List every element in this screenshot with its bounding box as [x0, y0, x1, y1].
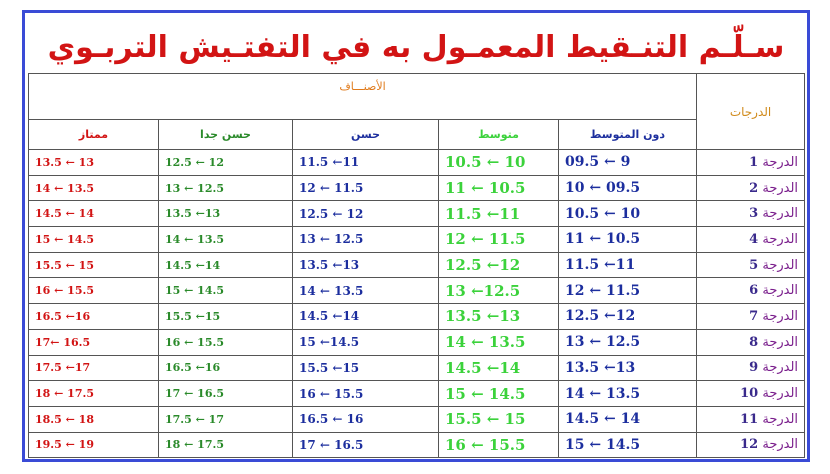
- cell-good: 11.5 ←11: [293, 150, 439, 176]
- cell-average: 14.5 ←14: [439, 355, 559, 381]
- cell-excellent: 15.5 ← 15: [29, 252, 159, 278]
- cell-very-good: 14.5 ←14: [159, 252, 293, 278]
- cell-excellent: 17.5 ←17: [29, 355, 159, 381]
- column-header-excellent: ممتاز: [29, 120, 159, 150]
- grade-label-text: الدرجة: [762, 334, 799, 350]
- grade-label: [697, 329, 805, 355]
- grading-table-body: [29, 74, 805, 458]
- cell-good: 16.5 ← 16: [293, 406, 439, 432]
- cell-below-average: 10 ← 09.5: [559, 175, 697, 201]
- cell-excellent: 16.5 ←16: [29, 304, 159, 330]
- grading-table: [28, 73, 805, 458]
- cell-excellent: 19.5 ← 19: [29, 432, 159, 458]
- cell-very-good: 16.5 ←16: [159, 355, 293, 381]
- cell-average: 16 ← 15.5: [439, 432, 559, 458]
- column-header-average: متوسط: [439, 120, 559, 150]
- cell-good: 14.5 ←14: [293, 304, 439, 330]
- cell-excellent: 16 ← 15.5: [29, 278, 159, 304]
- grade-label-text: الدرجة: [762, 308, 799, 324]
- cell-excellent: 14 ← 13.5: [29, 175, 159, 201]
- grade-label: [697, 304, 805, 330]
- table-row: [29, 329, 805, 355]
- cell-excellent: 15 ← 14.5: [29, 227, 159, 253]
- cell-below-average: 11 ← 10.5: [559, 227, 697, 253]
- cell-very-good: 16 ← 15.5: [159, 329, 293, 355]
- grade-label-text: الدرجة: [762, 206, 799, 222]
- cell-below-average: 15 ← 14.5: [559, 432, 697, 458]
- page-title: سـلّـم التنـقيط المعمـول به في التفتـيش التربـوي: [47, 30, 785, 65]
- grade-label-text: الدرجة: [762, 154, 799, 170]
- table-row: [29, 201, 805, 227]
- grade-label: [697, 227, 805, 253]
- cell-average: 13.5 ←13: [439, 304, 559, 330]
- grade-label-text: الدرجة: [762, 360, 799, 376]
- cell-good: 15 ←14.5: [293, 329, 439, 355]
- cell-below-average: 13 ← 12.5: [559, 329, 697, 355]
- cell-good: 16 ← 15.5: [293, 381, 439, 407]
- grade-label: [697, 432, 805, 458]
- cell-good: 17 ← 16.5: [293, 432, 439, 458]
- grade-number: 3: [749, 206, 759, 222]
- grade-label: [697, 150, 805, 176]
- table-row: [29, 150, 805, 176]
- grade-label-text: الدرجة: [762, 386, 799, 402]
- cell-below-average: 14 ← 13.5: [559, 381, 697, 407]
- cell-average: 13 ←12.5: [439, 278, 559, 304]
- cell-very-good: 13 ← 12.5: [159, 175, 293, 201]
- grade-number: 2: [749, 180, 759, 196]
- cell-below-average: 14.5 ← 14: [559, 406, 697, 432]
- table-row: [29, 432, 805, 458]
- cell-good: 12 ← 11.5: [293, 175, 439, 201]
- cell-below-average: 11.5 ←11: [559, 252, 697, 278]
- grade-number: 8: [749, 334, 759, 350]
- column-header-very-good: حسن جدا: [159, 120, 293, 150]
- table-row: [29, 355, 805, 381]
- grade-label: [697, 355, 805, 381]
- cell-average: 11 ← 10.5: [439, 175, 559, 201]
- cell-average: 15 ← 14.5: [439, 381, 559, 407]
- grade-number: 11: [740, 411, 759, 427]
- grade-number: 1: [749, 154, 759, 170]
- table-row: [29, 278, 805, 304]
- cell-excellent: 18 ← 17.5: [29, 381, 159, 407]
- cell-good: 15.5 ←15: [293, 355, 439, 381]
- grade-number: 10: [740, 386, 759, 402]
- cell-very-good: 17 ← 16.5: [159, 381, 293, 407]
- page-frame: [22, 10, 810, 462]
- grade-number: 12: [740, 437, 759, 453]
- grade-number: 7: [749, 308, 759, 324]
- cell-excellent: 17← 16.5: [29, 329, 159, 355]
- cell-excellent: 14.5 ← 14: [29, 201, 159, 227]
- cell-very-good: 14 ← 13.5: [159, 227, 293, 253]
- cell-very-good: 15 ← 14.5: [159, 278, 293, 304]
- cell-below-average: 09.5 ← 9: [559, 150, 697, 176]
- grade-label: [697, 381, 805, 407]
- grade-label: [697, 278, 805, 304]
- cell-average: 11.5 ←11: [439, 201, 559, 227]
- levels-header: الدرجات: [697, 74, 805, 150]
- cell-very-good: 15.5 ←15: [159, 304, 293, 330]
- column-header-below-average: دون المتوسط: [559, 120, 697, 150]
- cell-below-average: 12.5 ←12: [559, 304, 697, 330]
- table-row: [29, 227, 805, 253]
- cell-very-good: 18 ← 17.5: [159, 432, 293, 458]
- cell-very-good: 12.5 ← 12: [159, 150, 293, 176]
- grade-label-text: الدرجة: [762, 411, 799, 427]
- grade-label-text: الدرجة: [762, 257, 799, 273]
- table-row: [29, 175, 805, 201]
- grade-label-text: الدرجة: [762, 283, 799, 299]
- cell-good: 13 ← 12.5: [293, 227, 439, 253]
- cell-average: 10.5 ← 10: [439, 150, 559, 176]
- grade-label-text: الدرجة: [762, 180, 799, 196]
- cell-below-average: 10.5 ← 10: [559, 201, 697, 227]
- grade-label-text: الدرجة: [762, 437, 799, 453]
- table-row: [29, 406, 805, 432]
- cell-average: 14 ← 13.5: [439, 329, 559, 355]
- grade-label-text: الدرجة: [762, 231, 799, 247]
- cell-good: 12.5 ← 12: [293, 201, 439, 227]
- grade-label: [697, 406, 805, 432]
- grade-label: [697, 201, 805, 227]
- categories-header: الأصنـــاف: [29, 74, 697, 120]
- table-row: [29, 304, 805, 330]
- grade-label: [697, 252, 805, 278]
- grade-number: 5: [749, 257, 759, 273]
- cell-very-good: 13.5 ←13: [159, 201, 293, 227]
- grade-number: 6: [749, 283, 759, 299]
- grade-number: 9: [749, 360, 759, 376]
- cell-very-good: 17.5 ← 17: [159, 406, 293, 432]
- cell-below-average: 13.5 ←13: [559, 355, 697, 381]
- cell-average: 12.5 ←12: [439, 252, 559, 278]
- cell-average: 12 ← 11.5: [439, 227, 559, 253]
- table-row: [29, 252, 805, 278]
- cell-good: 13.5 ←13: [293, 252, 439, 278]
- grade-number: 4: [749, 231, 759, 247]
- table-row: [29, 381, 805, 407]
- cell-below-average: 12 ← 11.5: [559, 278, 697, 304]
- cell-excellent: 18.5 ← 18: [29, 406, 159, 432]
- column-header-good: حسن: [293, 120, 439, 150]
- grade-label: [697, 175, 805, 201]
- cell-good: 14 ← 13.5: [293, 278, 439, 304]
- cell-excellent: 13.5 ← 13: [29, 150, 159, 176]
- cell-average: 15.5 ← 15: [439, 406, 559, 432]
